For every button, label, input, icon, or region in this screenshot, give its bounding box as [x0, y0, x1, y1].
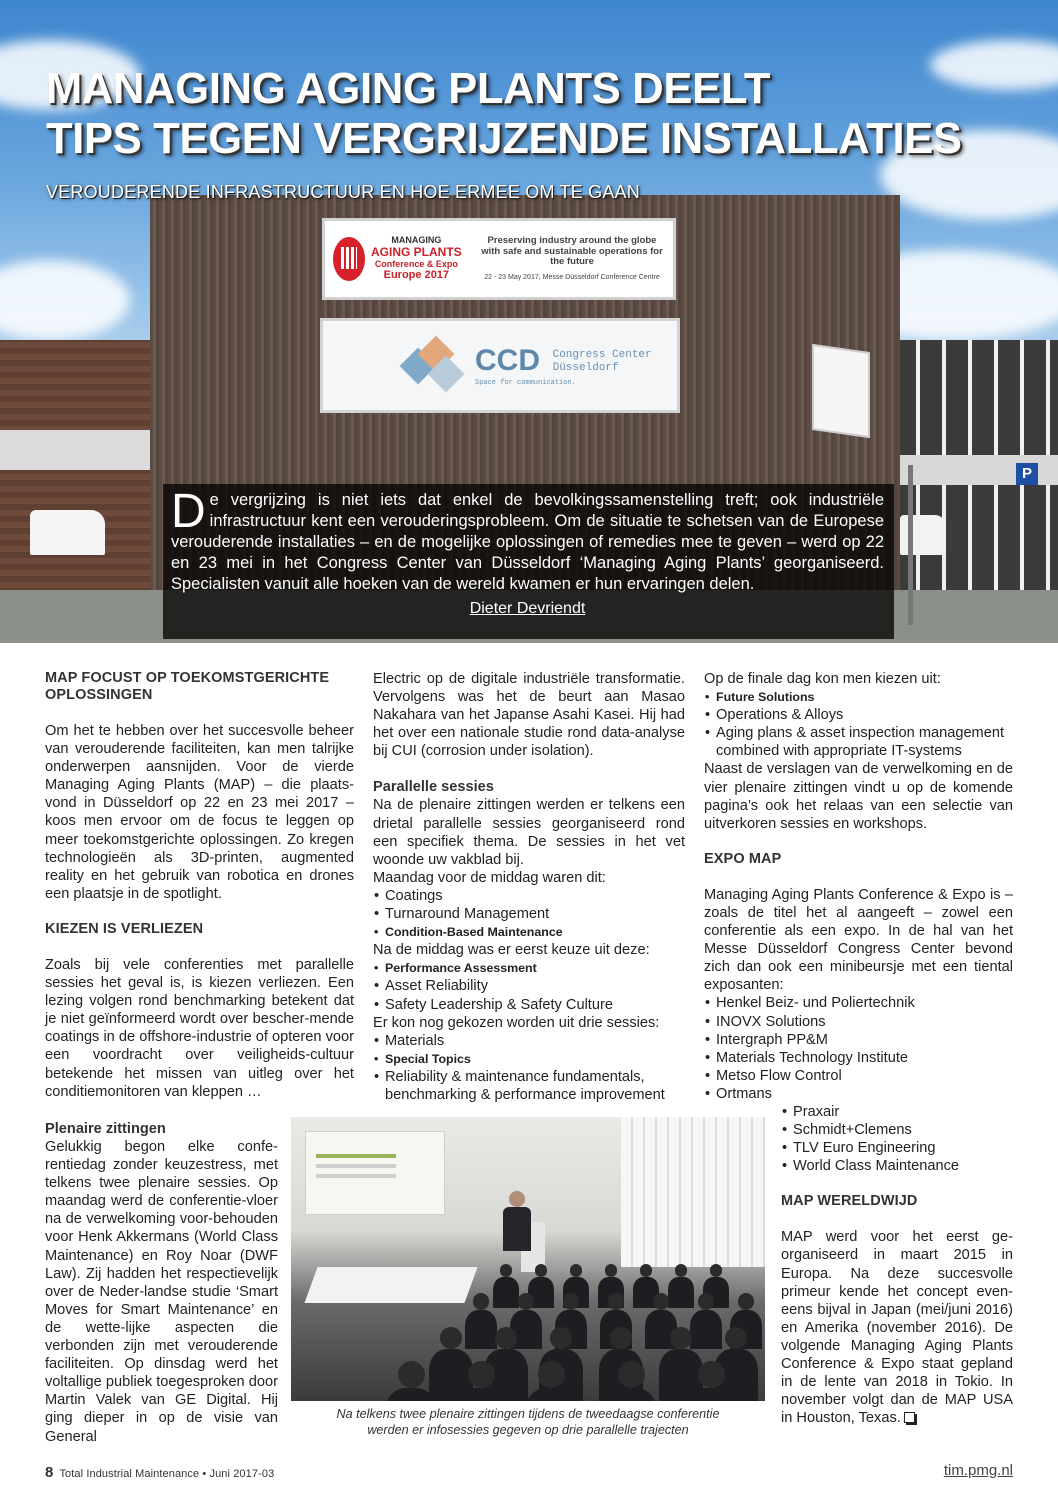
paragraph: Om het te hebben over het succesvolle beheer van verouderende faciliteiten, kan men talrijke onderwerpen aansnijden. Voor de vierde Managing Aging Plants (MAP) – die plaats-vond in Düsseldorf op 22 en 23 mei 2017 – koos men ervoor om de focus te leggen op meer toekomstgerichte oplossingen. Zo kregen technologieën als 3D-printen, augmented reality en het gebruik van robotica en drones een plaatsje in de spotlight.	[45, 723, 354, 902]
list-item: • World Class Maintenance	[781, 1157, 1013, 1175]
map-logo-text: MANAGING AGING PLANTS Conference & Expo Europe 2017	[371, 235, 462, 282]
paragraph: Gelukkig begon elke confe-rentiedag zonder keuzestress, met telkens twee plenaire sessies. Op maandag werd de conferentie-vloer na de verwelkoming voor-behouden voor Henk Akkermans (World Class Maintenance) en Roy Noar (DWF Law). Zij hadden het respectievelijk over de Neder-landse studie ‘Smart Moves for Smart Maintenance’ en de wette-lijke aspecten die verbonden zijn met verouderende faciliteiten. Op dinsdag werd het voltallige publiek toegesproken door Martin Valek van GE Digital. Hij ging dieper in op de visie van General	[45, 1139, 278, 1445]
audience-head	[518, 1293, 534, 1309]
paragraph: Electric op de digitale industriële transformatie. Vervolgens was het de beurt aan Masao Nakahara van het Japanse Asahi Kasei. Hij had het over een nationale studie rond data-analyse bij CUI (corrosion under isolation).	[373, 671, 685, 760]
publication-name: Total Industrial Maintenance • Juni 2017-03	[59, 1468, 275, 1480]
audience-head	[698, 1293, 714, 1309]
paragraph: MAP werd voor het eerst ge-organiseerd in maart 2015 in Europa. Na deze succesvolle primeur kende het concept even-eens bijval in Japan (mei/juni 2016) en Amerika (november 2016). De volgende Managing Aging Plants Conference & Expo staat gepland in de lente van 2018 in Tokio. In november volgt dan de MAP USA in Houston, Texas.	[781, 1229, 1013, 1427]
website-link[interactable]: tim.pmg.nl	[943, 1462, 1013, 1479]
section-heading: EXPO MAP	[704, 850, 782, 867]
ccd-logo-icon	[403, 339, 465, 393]
audience-head	[563, 1293, 579, 1309]
dropcap: D	[171, 485, 206, 538]
list-label: Er kon nog gekozen worden uit drie sessies:	[373, 1014, 660, 1031]
audience-head	[698, 1361, 725, 1388]
list-item: • Asset Reliability	[373, 977, 685, 995]
session-list	[373, 1032, 685, 1104]
column-2	[373, 670, 685, 1104]
paragraph: Naast de verslagen van de verwelkoming en de vier plenaire zittingen vindt u op de komende pagina’s ook het relaas van een selectie van uitverkoren sessies en workshops.	[704, 761, 1013, 832]
audience-head	[468, 1361, 495, 1388]
list-item-attended: • Condition-Based Maintenance	[373, 923, 685, 941]
paragraph: Na de plenaire zittingen werden er telkens een drietal parallelle sessies georganiseerd rond een specifiek thema. De sessies in het vet woonde uw vakblad bij.	[373, 797, 685, 868]
session-list	[704, 688, 1013, 760]
subsection-heading: Plenaire zittingen	[45, 1121, 166, 1137]
list-item: • Praxair	[781, 1103, 1013, 1121]
list-label: Na de middag was er eerst keuze uit deze:	[373, 942, 650, 959]
building-sign	[812, 344, 870, 438]
subsection-heading: Parallelle sessies	[373, 779, 494, 796]
audience-head	[738, 1293, 754, 1309]
footer-publication	[45, 1464, 274, 1481]
audience-head	[725, 1327, 747, 1349]
audience-head	[500, 1264, 513, 1277]
map-logo-icon	[333, 237, 365, 281]
van	[30, 510, 105, 555]
audience-head	[538, 1361, 565, 1388]
author-name: Dieter Devriendt	[469, 600, 586, 617]
ccd-banner	[320, 318, 680, 413]
audience-head	[440, 1327, 462, 1349]
map-banner-date: 22 - 23 May 2017, Messe Düsseldorf Conference Centre	[484, 274, 660, 282]
projection-screen	[305, 1131, 445, 1215]
speaker-body	[503, 1207, 531, 1251]
audience-head	[610, 1327, 632, 1349]
audience-head	[710, 1264, 723, 1277]
list-item: • Turnaround Management	[373, 905, 685, 923]
list-item: • Henkel Beiz- und Poliertechnik	[704, 994, 1013, 1012]
audience-head	[398, 1361, 425, 1388]
audience-head	[495, 1327, 517, 1349]
exhibitor-list	[704, 994, 1013, 1103]
page-number: 8	[45, 1464, 54, 1481]
map-banner-tagline: Preserving industry around the globe with safe and sustainable operations for the future 22 - 23 May 2017, Messe Düsseldorf Conference Centre	[479, 236, 665, 283]
list-item: • INOVX Solutions	[704, 1013, 1013, 1031]
intro-text: De vergrijzing is niet iets dat enkel de bevolkingssamenstelling treft; ook industriële infrastructuur kent een verouderingsprobleem. Om de situatie te schetsen van de Europese verouderende installaties – en de mogelijke oplossingen of remedies mee te geven – werd op 22 en 23 mei in het Congress Center van Düsseldorf ‘Managing Aging Plants’ georganiseerd. Specialisten vanuit alle hoeken van de wereld kwamen er hun ervaringen delen.	[171, 485, 884, 593]
speaker	[509, 1191, 525, 1207]
list-item: • TLV Euro Engineering	[781, 1139, 1013, 1157]
list-item-attended: • Performance Assessment	[373, 959, 685, 977]
map-banner	[322, 218, 676, 300]
list-item: • Materials	[373, 1032, 685, 1050]
van	[900, 515, 945, 555]
section-heading: MAP WERELDWIJD	[781, 1193, 918, 1210]
intro-box	[163, 484, 894, 639]
audience-member	[690, 1310, 722, 1350]
front-table	[304, 1267, 477, 1303]
list-item: • Ortmans	[704, 1085, 1013, 1103]
list-item-attended: • Special Topics	[373, 1050, 685, 1068]
paragraph: Zoals bij vele conferenties met parallelle sessies het geval is, is kiezen verliezen. Een lezing volgen rond benchmarking betekent dat je niet geïnformeerd wordt over bescher-mende coatings in de offshore-industrie of opteren voor een voordracht over veiligheids-cultuur betekende het missen van uitleg over het conditiemonitoren van kleppen …	[45, 956, 354, 1100]
list-item: • Aging plans & asset inspection management combined with appropriate IT-systems	[704, 724, 1013, 760]
ccd-logo-text: CCD Congress Center Düsseldorf Space for communication.	[475, 344, 652, 388]
building-band	[0, 430, 165, 470]
list-item: • Schmidt+Clemens	[781, 1121, 1013, 1139]
audience-head	[653, 1293, 669, 1309]
audience-head	[608, 1293, 624, 1309]
audience-head	[618, 1361, 645, 1388]
page-title: MANAGING AGING PLANTS DEELT TIPS TEGEN VERGRIJZENDE INSTALLATIES	[46, 65, 962, 163]
audience-head	[535, 1264, 548, 1277]
column-3	[704, 670, 1013, 1103]
audience-member	[668, 1277, 693, 1308]
photo-caption: Na telkens twee plenaire zittingen tijdens de tweedaagse conferentie werden er infosessies gegeven op drie parallelle trajecten	[336, 1407, 720, 1437]
list-item: • Operations & Alloys	[704, 706, 1013, 724]
list-label: Op de finale dag kon men kiezen uit:	[704, 671, 941, 687]
audience-head	[605, 1264, 618, 1277]
end-mark-icon	[904, 1412, 915, 1423]
audience-head	[473, 1293, 489, 1309]
column-1-lower	[45, 1120, 278, 1446]
list-item-attended: • Future Solutions	[704, 688, 1013, 706]
column-1	[45, 670, 354, 1101]
sign-pole	[908, 465, 913, 625]
building-left	[0, 340, 165, 600]
audience-member	[465, 1310, 497, 1350]
audience-head	[570, 1264, 583, 1277]
list-item: • Materials Technology Institute	[704, 1049, 1013, 1067]
column-3-lower	[781, 1103, 1013, 1427]
session-list	[373, 959, 685, 1013]
conference-photo	[291, 1117, 765, 1401]
audience-head	[640, 1264, 653, 1277]
list-item: • Intergraph PP&M	[704, 1031, 1013, 1049]
audience-member	[493, 1277, 518, 1308]
list-item: • Metso Flow Control	[704, 1067, 1013, 1085]
audience-head	[670, 1327, 692, 1349]
list-item: • Reliability & maintenance fundamentals, benchmarking & performance improvement	[373, 1068, 685, 1104]
hero-photo	[0, 0, 1058, 643]
section-heading: KIEZEN IS VERLIEZEN	[45, 920, 204, 937]
list-item: • Safety Leadership & Safety Culture	[373, 996, 685, 1014]
window-blinds	[621, 1117, 765, 1267]
parking-sign: P	[1016, 463, 1038, 485]
exhibitor-list	[781, 1103, 1013, 1175]
paragraph: Managing Aging Plants Conference & Expo is – zoals de titel het al aangeeft – zowel een conferentie als een expo. In de hal van het Messe Düsseldorf Congress Center bevond zich dan ook een minibeursje met een tiental exposanten:	[704, 886, 1013, 994]
session-list	[373, 887, 685, 941]
section-heading: MAP FOCUST OP TOEKOMSTGERICHTE OPLOSSINGEN	[45, 670, 330, 703]
list-label: Maandag voor de middag waren dit:	[373, 869, 606, 886]
audience-head	[550, 1327, 572, 1349]
page-subtitle: VEROUDERENDE INFRASTRUCTUUR EN HOE ERMEE OM TE GAAN	[46, 182, 640, 202]
list-item: • Coatings	[373, 887, 685, 905]
audience-head	[675, 1264, 688, 1277]
